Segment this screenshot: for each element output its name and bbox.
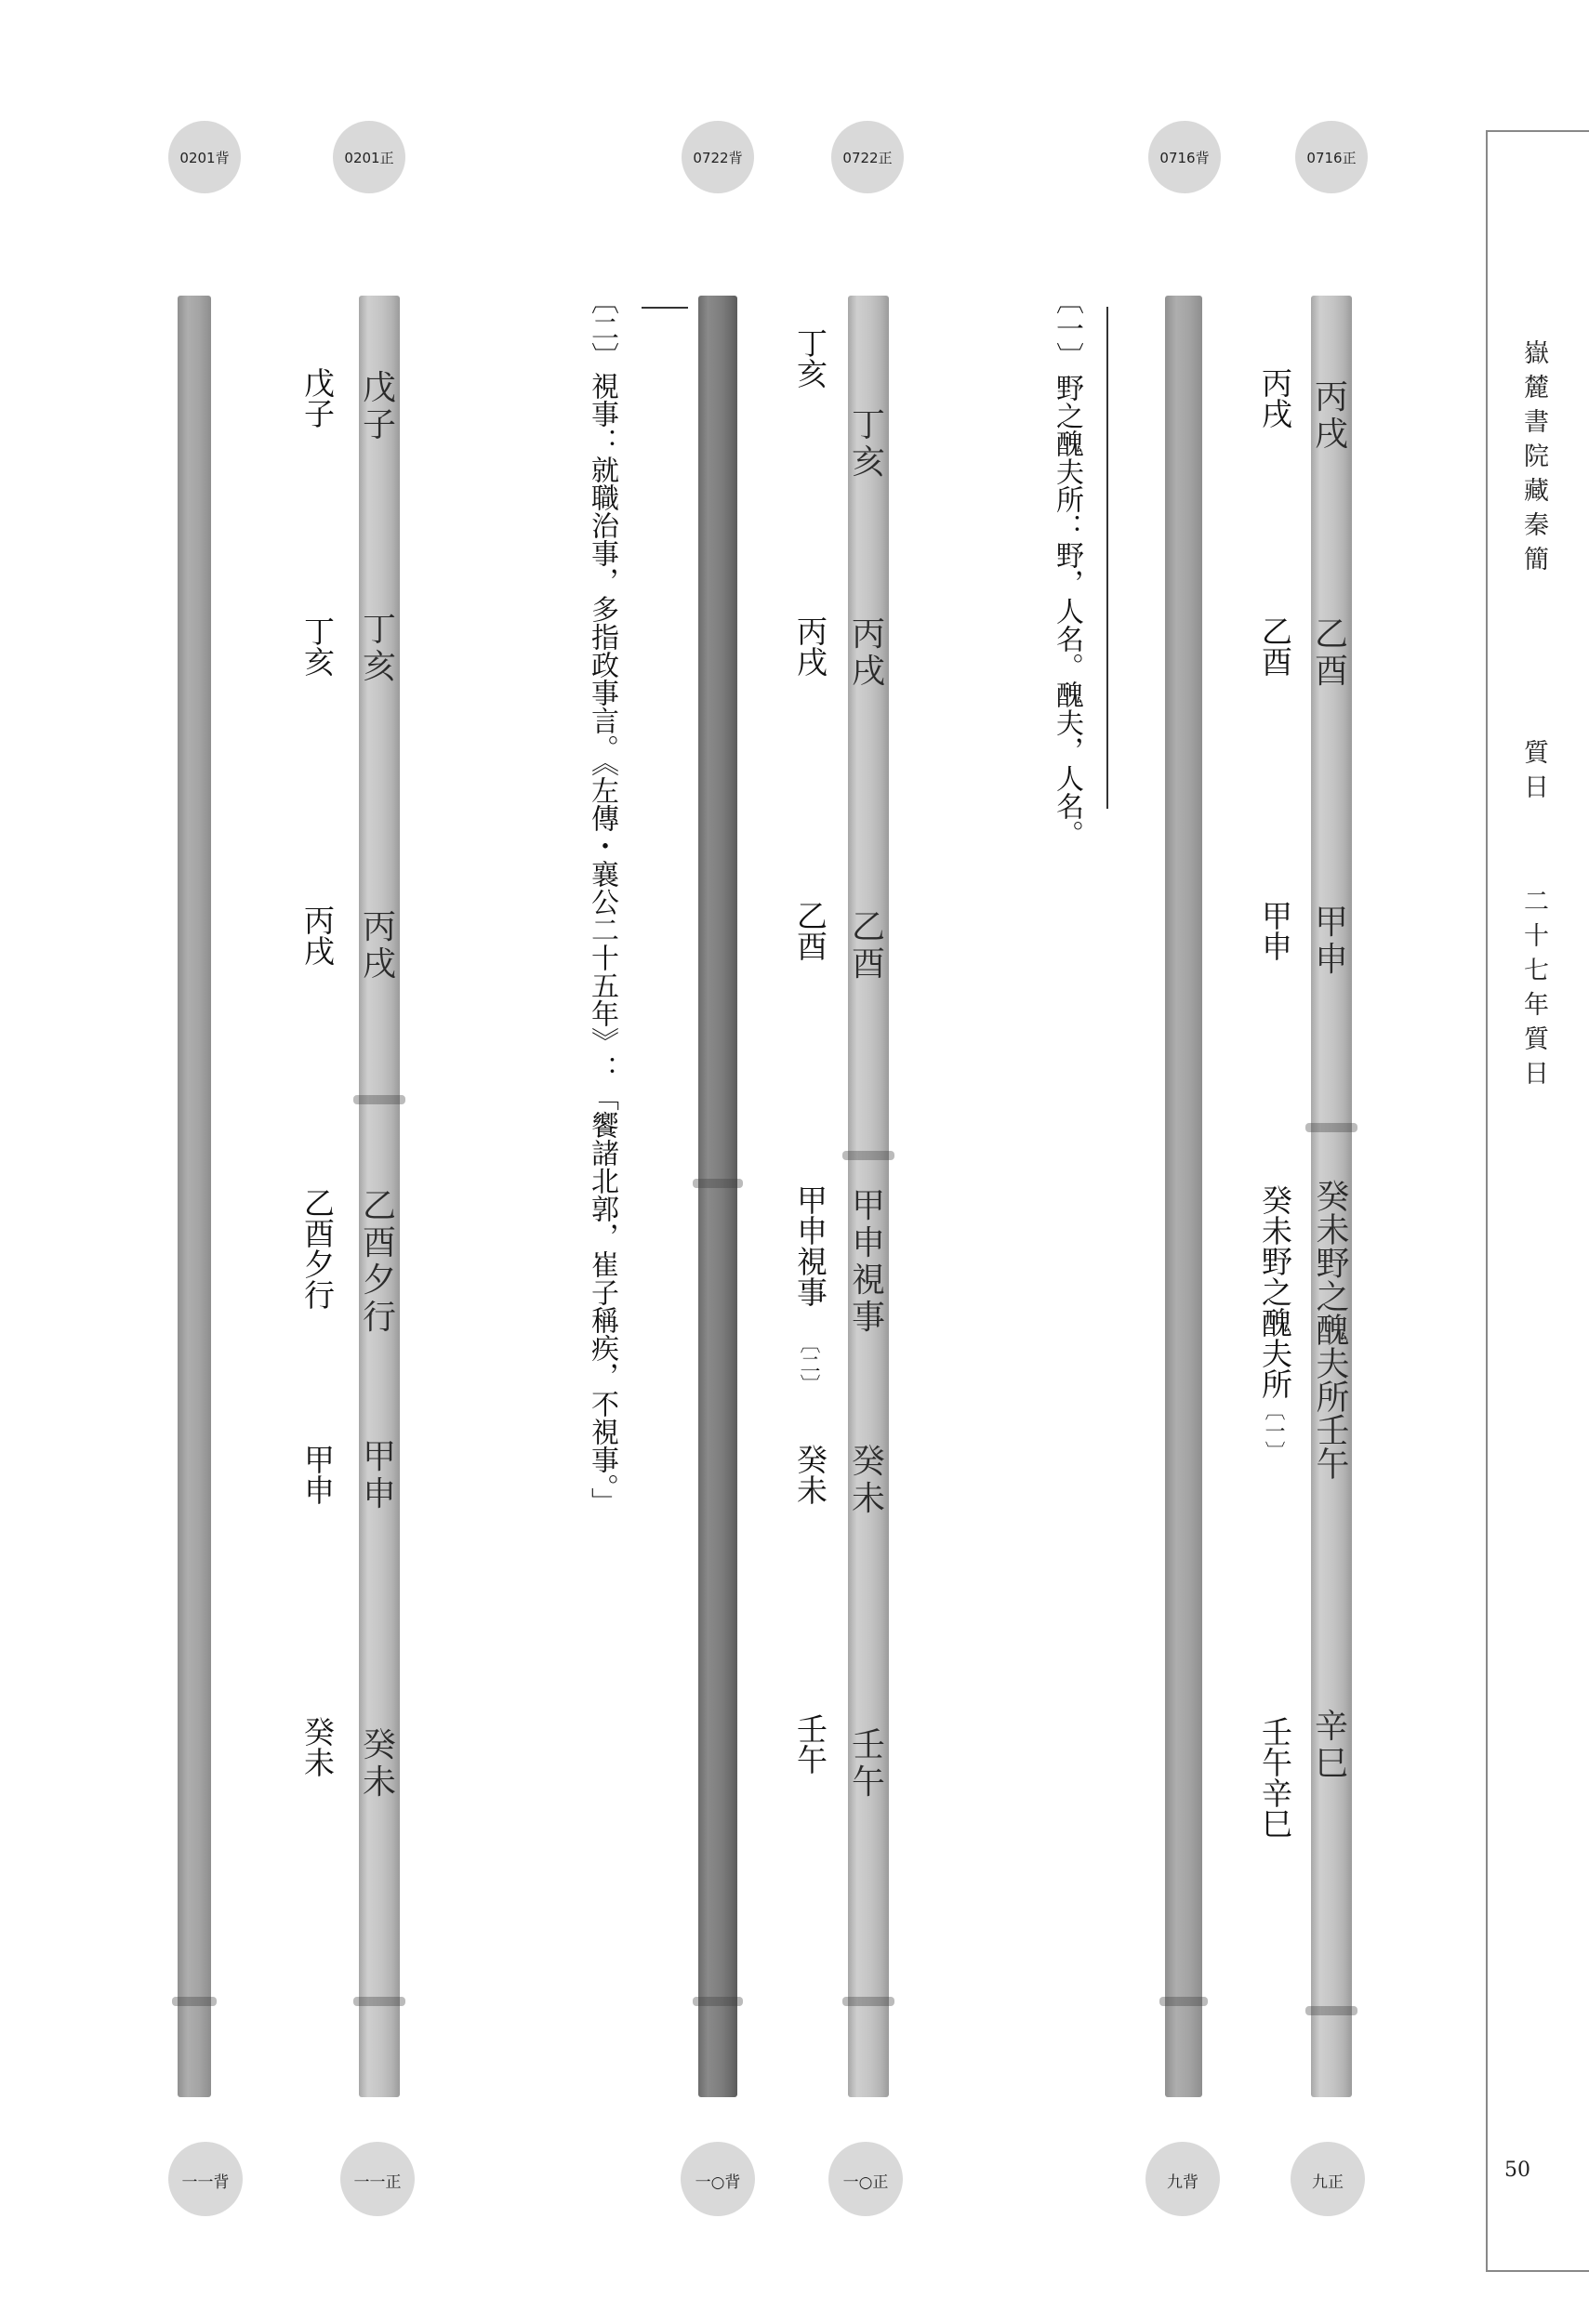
transcription-s11-1: 戊子: [299, 367, 336, 429]
transcription-s9-mark: 〔一〕: [1262, 1400, 1285, 1461]
slip-11-front: [359, 296, 400, 2097]
transcription-s10-5: 癸未: [792, 1444, 828, 1505]
slip-node: [693, 1179, 743, 1188]
note-2-mark: 〔二〕: [586, 286, 618, 370]
slip-glyph: 丁亥: [363, 611, 397, 686]
slip-glyph: 癸未: [852, 1443, 886, 1518]
slip-glyph: 丙戌: [363, 908, 397, 984]
slip-glyph: 癸未野之醜夫所壬午: [1311, 1179, 1349, 1480]
slip-glyph: 甲申: [363, 1438, 397, 1513]
slip-glyph: 癸未: [363, 1726, 397, 1802]
slip-11-back: [178, 296, 211, 2097]
badge-0716-front: 0716正: [1295, 121, 1368, 193]
transcription-s10-6: 壬午: [792, 1713, 828, 1775]
slip-node: [842, 1997, 894, 2006]
transcription-s9-4: 癸未野之醜夫所: [1257, 1184, 1293, 1399]
slip-node: [842, 1151, 894, 1160]
slip-glyph: 乙酉: [852, 908, 886, 984]
label-s11-back: 一一背: [181, 2173, 230, 2192]
badge-0722-back: 0722背: [682, 121, 754, 193]
slip-9-back: [1165, 296, 1202, 2097]
transcription-s9-3: 甲申: [1257, 900, 1293, 961]
slip-glyph: 乙酉夕行: [363, 1187, 397, 1337]
slip-glyph: 乙酉: [1315, 615, 1349, 691]
slip-glyph: 戊子: [363, 369, 397, 444]
label-s10-front: 一○正: [842, 2173, 889, 2192]
transcription-s10-3: 乙酉: [792, 900, 828, 961]
transcription-s9-2: 乙酉: [1257, 615, 1293, 677]
transcription-s10-1: 丁亥: [792, 327, 828, 389]
slip-node: [172, 1997, 217, 2006]
transcription-s9-1: 丙戌: [1257, 367, 1293, 429]
badge-0201-front: 0201正: [333, 121, 405, 193]
subsection-title: 二十七年質日: [1519, 888, 1548, 1094]
label-s11-front: 一一正: [353, 2173, 402, 2192]
section-title: 質日: [1519, 739, 1548, 808]
label-s9-back: 九背: [1167, 2173, 1198, 2192]
slip-node: [693, 1997, 743, 2006]
badge-0201-back: 0201背: [168, 121, 241, 193]
transcription-s10-mark: 〔二〕: [797, 1333, 820, 1394]
note-1-mark: 〔一〕: [1051, 286, 1083, 370]
badge-0716-back: 0716背: [1148, 121, 1221, 193]
slip-node: [353, 1997, 405, 2006]
transcription-s10-4: 甲申視事: [792, 1184, 828, 1307]
label-s9-front: 九正: [1312, 2173, 1344, 2192]
slip-node: [1159, 1997, 1208, 2006]
transcription-s11-2: 丁亥: [299, 615, 336, 677]
transcription-s11-6: 癸未: [299, 1716, 336, 1777]
slip-glyph: 甲申視事: [852, 1187, 886, 1337]
slip-glyph: 辛巳: [1315, 1708, 1349, 1783]
note-separator: [1106, 307, 1108, 809]
note-2-text: 視事：就職治事，多指政事言。《左傳・襄公二十五年》：「饗諸北郭，崔子稱疾，不視事。」: [586, 372, 618, 1515]
label-s10-back: 一○背: [695, 2173, 741, 2192]
transcription-s11-4: 乙酉夕行: [299, 1187, 336, 1310]
page-number: 50: [1504, 2159, 1530, 2182]
slip-node: [1305, 2006, 1357, 2015]
transcription-s11-5: 甲申: [299, 1444, 336, 1505]
slip-10-front: [848, 296, 889, 2097]
slip-glyph: 甲申: [1315, 904, 1349, 979]
slip-glyph: 丙戌: [852, 615, 886, 691]
note-separator: [642, 307, 688, 309]
slip-glyph: 丙戌: [1315, 378, 1349, 454]
slip-node: [1305, 1123, 1357, 1132]
slip-glyph: 壬午: [852, 1726, 886, 1802]
transcription-s10-2: 丙戌: [792, 615, 828, 677]
transcription-s9-5: 壬午辛巳: [1257, 1716, 1293, 1839]
badge-0722-front: 0722正: [831, 121, 904, 193]
slip-glyph: 丁亥: [852, 406, 886, 482]
slip-node: [353, 1095, 405, 1104]
note-1-text: 野之醜夫所：野，人名。醜夫，人名。: [1051, 374, 1083, 848]
book-title: 嶽麓書院藏秦簡: [1519, 339, 1548, 580]
transcription-s11-3: 丙戌: [299, 905, 336, 966]
slip-9-front: [1311, 296, 1352, 2097]
slip-10-back: [698, 296, 737, 2097]
